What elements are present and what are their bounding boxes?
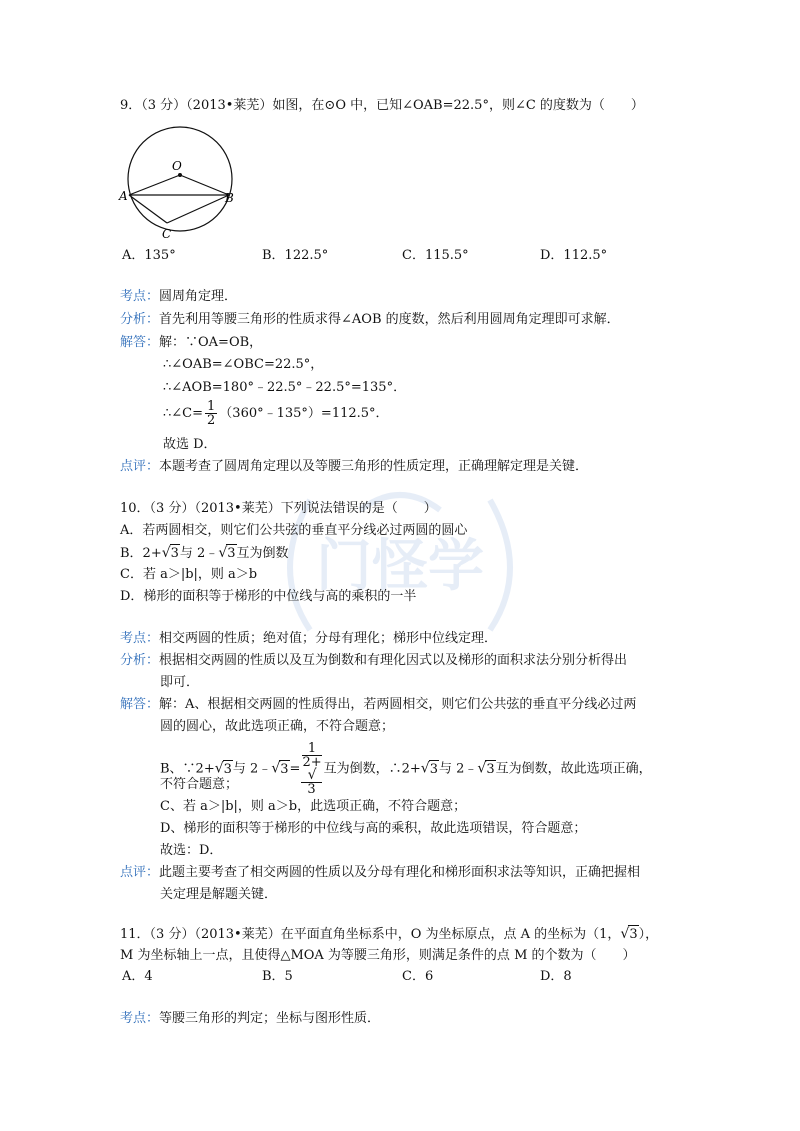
q10-kaodian: 考点：相交两圆的性质；绝对值；分母有理化；梯形中位线定理． xyxy=(120,631,498,646)
q9-fenxi: 分析：首先利用等腰三角形的性质求得∠AOB 的度数，然后利用圆周角定理即可求解． xyxy=(120,312,620,327)
fenxi-label: 分析： xyxy=(120,312,160,327)
q9-jieda: 解答：解：∵OA=OB， xyxy=(120,335,263,350)
q10-dianping-cont: 关定理是解题关键． xyxy=(160,887,278,902)
q10-sol4: 不符合题意； xyxy=(160,777,239,792)
dianping-label: 点评： xyxy=(120,459,160,474)
segment-ao xyxy=(129,175,180,195)
q9-kaodian: 考点：圆周角定理． xyxy=(120,289,238,304)
circle-o xyxy=(128,127,232,231)
label-c: C xyxy=(162,227,172,240)
segment-ac xyxy=(129,195,167,223)
watermark-text: 门怪学 xyxy=(316,534,484,599)
label-o: O xyxy=(172,159,182,173)
q9-sol3: ∴∠AOB=180°﹣22.5°﹣22.5°=135°． xyxy=(163,380,407,395)
fraction-reciprocal: 1 2+ √ 3 xyxy=(302,741,322,797)
circle-figure xyxy=(118,122,243,240)
q9-sol5: 故选 D． xyxy=(163,437,217,452)
q11-option-d: D．8 xyxy=(540,969,572,984)
q10-jieda: 解答：解：A、根据相交两圆的性质得出，若两圆相交，则它们公共弦的垂直平分线必过两 xyxy=(120,697,637,712)
q10-sol7: 故选：D． xyxy=(160,843,223,858)
q9-sol4: ∴∠C= $\frac{1}{2}$ （360°﹣135°）=112.5°． xyxy=(163,399,389,428)
fraction-half: $\frac{1}{2}$ xyxy=(207,399,216,428)
label-b: B xyxy=(225,191,234,205)
center-point xyxy=(178,173,182,177)
q10-fenxi: 分析：根据相交两圆的性质以及互为倒数和有理化因式以及梯形的面积求法分别分析得出 xyxy=(120,653,628,668)
q10-stem: 10．（3 分）（2013•莱芜）下列说法错误的是（ ） xyxy=(120,501,437,516)
q10-option-b: B．2+√3与 2﹣√3互为倒数 xyxy=(120,545,289,561)
kaodian-label: 考点： xyxy=(120,289,160,304)
label-a: A xyxy=(119,189,128,203)
jieda-label: 解答： xyxy=(120,335,160,350)
q9-option-a: A．135° xyxy=(122,248,176,263)
q9-option-c: C．115.5° xyxy=(402,248,469,263)
q10-option-d: D．梯形的面积等于梯形的中位线与高的乘积的一半 xyxy=(120,589,417,604)
q9-stem: 9．（3 分）（2013•莱芜）如图，在⊙O 中，已知∠OAB=22.5°，则∠C 的度数为（ ） xyxy=(120,98,644,113)
q10-sol3: B、∵2+√3与 2﹣√3= 1 2+ √ 3 互为倒数，∴2+√3与 2﹣√3互为倒数，故此选项正确， xyxy=(160,741,652,797)
q9-option-b: B．122.5° xyxy=(262,248,329,263)
q10-sol5: C、若 a＞|b|，则 a＞b，此选项正确，不符合题意； xyxy=(160,799,467,814)
q10-sol6: D、梯形的面积等于梯形的中位线与高的乘积，故此选项错误，符合题意； xyxy=(160,821,587,836)
q9-option-d: D．112.5° xyxy=(540,248,608,263)
q11-option-a: A．4 xyxy=(122,969,153,984)
q11-stem-line2: M 为坐标轴上一点，且使得△MOA 为等腰三角形，则满足条件的点 M 的个数为（ ） xyxy=(120,948,636,963)
q9-dianping: 点评：本题考查了圆周角定理以及等腰三角形的性质定理，正确理解定理是关键． xyxy=(120,459,589,474)
q11-option-c: C．6 xyxy=(402,969,434,984)
q10-option-c: C．若 a＞|b|，则 a＞b xyxy=(120,567,258,582)
q9-sol2: ∴∠OAB=∠OBC=22.5°， xyxy=(163,357,324,372)
q10-option-a: A．若两圆相交，则它们公共弦的垂直平分线必过两圆的圆心 xyxy=(120,523,468,538)
q10-sol2: 圆的圆心，故此选项正确，不符合题意； xyxy=(160,719,395,734)
q11-option-b: B．5 xyxy=(262,969,293,984)
segment-bc xyxy=(167,195,229,223)
q10-dianping: 点评：此题主要考查了相交两圆的性质以及分母有理化和梯形面积求法等知识，正确把握相 xyxy=(120,865,641,880)
q10-fenxi-cont: 即可． xyxy=(160,675,200,690)
segment-ob xyxy=(180,175,229,195)
q11-kaodian: 考点：等腰三角形的判定；坐标与图形性质． xyxy=(120,1011,381,1026)
q11-stem-line1: 11．（3 分）（2013•莱芜）在平面直角坐标系中，O 为坐标原点，点 A 的坐标为（1，√3）， xyxy=(120,926,659,942)
